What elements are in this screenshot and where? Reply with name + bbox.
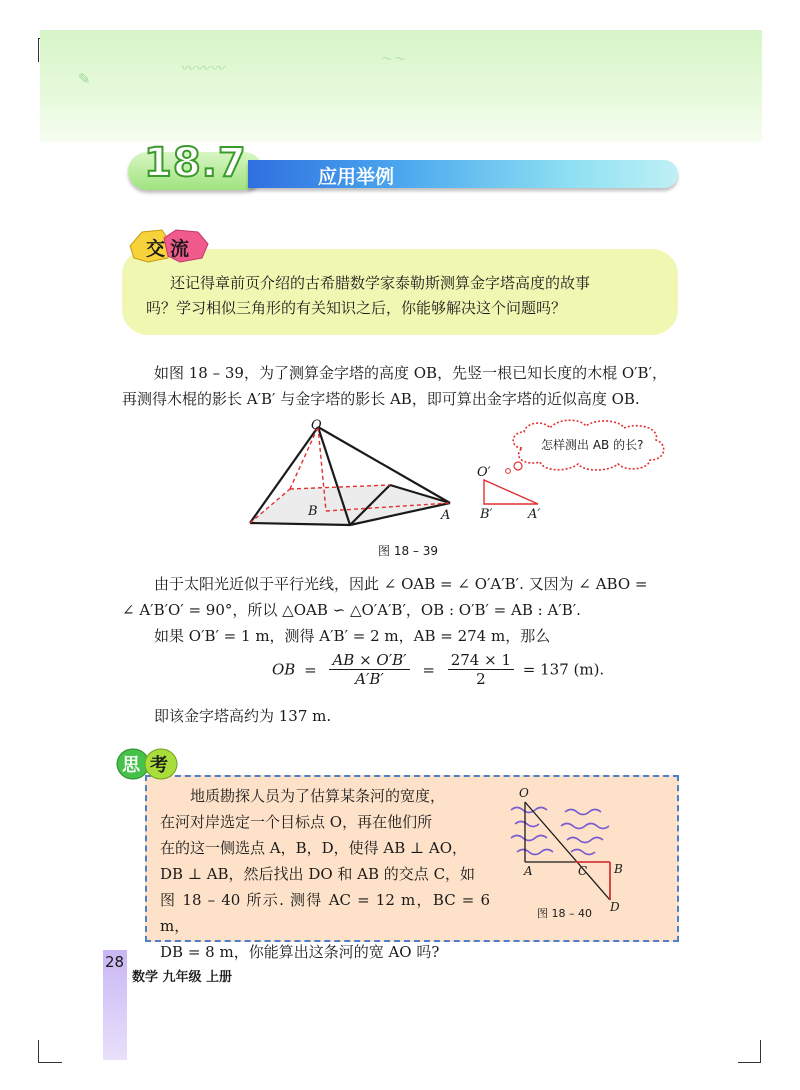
formula xyxy=(272,651,604,688)
think-line: 图 18 – 40 所示. 测得 AC = 12 m，BC = 6 m， xyxy=(160,891,490,935)
section-title-bar xyxy=(248,160,678,188)
exchange-tag-char-2: 流 xyxy=(170,238,190,260)
formula-fraction-2 xyxy=(448,651,514,688)
think-tag-char-2: 考 xyxy=(150,755,168,776)
river-figure xyxy=(505,800,635,905)
think-line: 在河对岸选定一个目标点 O，再在他们所 xyxy=(160,813,433,831)
fig39-label-b-prime: B′ xyxy=(480,507,493,522)
conclusion: 即该金字塔高约为 137 m. xyxy=(154,707,332,725)
think-tag-char-1: 思 xyxy=(122,755,140,776)
fraction-2-numerator: 274 × 1 xyxy=(448,651,514,670)
formula-eq-2: = xyxy=(422,660,435,679)
exchange-line-2: 吗？学习相似三角形的有关知识之后，你能够解决这个问题吗？ xyxy=(146,299,567,317)
fig39-label-a-prime: A′ xyxy=(528,507,541,522)
fig40-label-a: A xyxy=(524,864,533,878)
decorative-scribble: 〰〰〰 xyxy=(180,61,225,77)
fig40-label-o: O xyxy=(519,786,529,800)
think-line: 在的这一侧选点 A，B，D，使得 AB ⊥ AO， xyxy=(160,839,468,857)
section-title: 应用举例 xyxy=(318,166,395,188)
intro-line-2: 再测得木棍的影长 A′B′ 与金字塔的影长 AB，即可算出金字塔的近似高度 OB. xyxy=(122,390,640,408)
fig40-caption: 图 18 – 40 xyxy=(537,907,592,920)
fig40-label-d: D xyxy=(610,900,620,914)
decorative-scribble: ✎ xyxy=(78,70,92,88)
think-line: DB ⊥ AB，然后找出 DO 和 AB 的交点 C，如 xyxy=(160,865,476,883)
fraction-1-denominator: A′B′ xyxy=(355,670,384,688)
think-text xyxy=(160,783,490,965)
solution-line-1: 由于太阳光近似于平行光线，因此 ∠ OAB = ∠ O′A′B′. 又因为 ∠ ABO = xyxy=(154,575,648,593)
formula-fraction-1 xyxy=(329,651,409,688)
think-line: DB = 8 m，你能算出这条河的宽 AO 吗? xyxy=(160,943,440,961)
pyramid-figure xyxy=(240,415,460,527)
section-number: 18.7 xyxy=(144,140,247,186)
stick-triangle xyxy=(482,478,542,508)
solution-line-3: 如果 O′B′ = 1 m，测得 A′B′ = 2 m，AB = 274 m，那么 xyxy=(154,627,551,645)
intro-line-1: 如图 18 – 39，为了测算金字塔的高度 OB，先竖一根已知长度的木棍 O′B′， xyxy=(154,364,667,382)
crop-mark xyxy=(738,1062,761,1063)
fig39-label-o: O xyxy=(311,418,322,433)
fig39-caption: 图 18 – 39 xyxy=(378,544,438,558)
header-band xyxy=(40,30,762,142)
exchange-line-1: 还记得章前页介绍的古希腊数学家泰勒斯测算金字塔高度的故事 xyxy=(170,274,591,292)
crop-mark xyxy=(38,1040,39,1062)
fraction-2-denominator: 2 xyxy=(476,670,486,688)
formula-eq: = xyxy=(304,660,317,679)
page-number: 28 xyxy=(105,953,125,971)
fig39-label-b: B xyxy=(308,504,318,519)
fig40-label-b: B xyxy=(614,862,623,876)
book-title: 数学 九年级 上册 xyxy=(132,970,233,985)
exchange-tag-char-1: 交 xyxy=(146,238,166,260)
crop-mark xyxy=(38,38,39,62)
decorative-scribble: 〜〜 xyxy=(380,52,407,66)
crop-mark xyxy=(760,1040,761,1062)
fig39-label-o-prime: O′ xyxy=(477,465,491,480)
fig40-label-c: C xyxy=(578,864,588,878)
crop-mark xyxy=(38,1062,62,1063)
formula-lhs: OB xyxy=(272,660,296,679)
solution-line-2: ∠ A′B′O′ = 90°，所以 △OAB ∽ △O′A′B′，OB : O′B′ = AB : A′B′. xyxy=(122,601,581,619)
fraction-1-numerator: AB × O′B′ xyxy=(329,651,409,670)
thought-cloud-text: 怎样测出 AB 的长? xyxy=(541,438,644,452)
think-line: 地质勘探人员为了估算某条河的宽度， xyxy=(190,787,446,805)
formula-result: = 137 (m). xyxy=(522,660,605,679)
fig39-label-a: A xyxy=(441,508,451,523)
